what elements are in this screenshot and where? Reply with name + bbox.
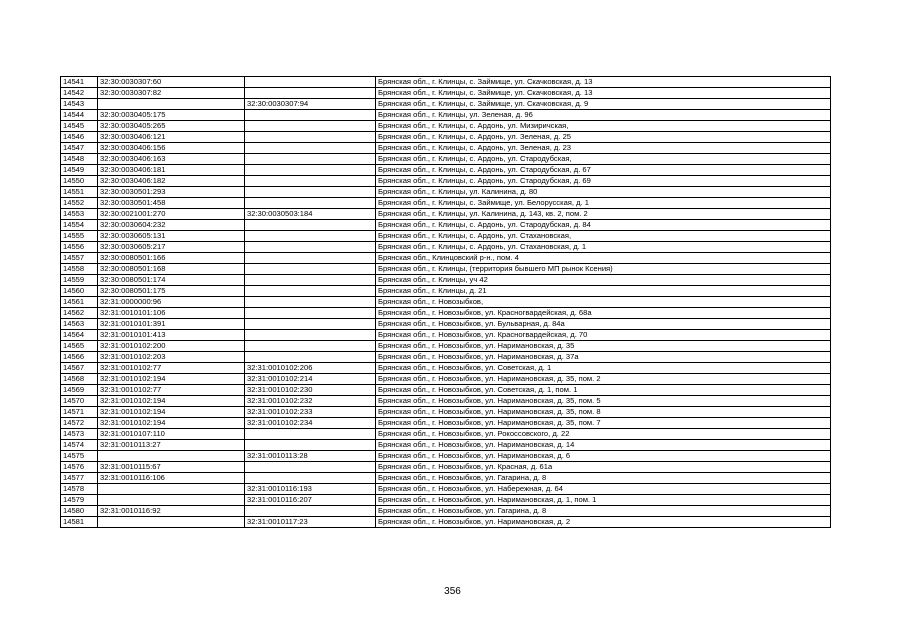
- table-row: [61, 88, 831, 99]
- table-row: [61, 209, 831, 220]
- address-cell: Брянская обл., г. Клинцы, с. Займище, ул. Скачковская, д. 9: [376, 99, 831, 110]
- table-row: [61, 429, 831, 440]
- address-cell: Брянская обл., г. Клинцы, д. 21: [376, 286, 831, 297]
- table-row: [61, 418, 831, 429]
- cadastral-number-alt-cell: 32:31:0010102:206: [245, 363, 376, 374]
- cadastral-number-alt-cell: 32:30:0030307:94: [245, 99, 376, 110]
- cadastral-number-cell: 32:31:0010116:106: [98, 473, 245, 484]
- row-number-cell: 14560: [61, 286, 98, 297]
- table-row: [61, 374, 831, 385]
- table-row: [61, 319, 831, 330]
- cadastral-number-cell: 32:31:0010101:413: [98, 330, 245, 341]
- row-number-cell: 14561: [61, 297, 98, 308]
- cadastral-number-cell: 32:31:0010102:200: [98, 341, 245, 352]
- cadastral-number-cell: 32:30:0030406:163: [98, 154, 245, 165]
- row-number-cell: 14577: [61, 473, 98, 484]
- row-number-cell: 14578: [61, 484, 98, 495]
- table-row: [61, 110, 831, 121]
- row-number-cell: 14581: [61, 517, 98, 528]
- cadastral-number-alt-cell: [245, 110, 376, 121]
- address-cell: Брянская обл., г. Клинцы, ул. Калинина, д. 143, кв. 2, пом. 2: [376, 209, 831, 220]
- cadastral-number-cell: 32:30:0030406:121: [98, 132, 245, 143]
- row-number-cell: 14558: [61, 264, 98, 275]
- table-row: [61, 275, 831, 286]
- address-cell: Брянская обл., г. Новозыбков, ул. Наримановская, д. 2: [376, 517, 831, 528]
- cadastral-number-alt-cell: 32:30:0030503:184: [245, 209, 376, 220]
- cadastral-number-alt-cell: [245, 154, 376, 165]
- cadastral-number-alt-cell: 32:31:0010117:23: [245, 517, 376, 528]
- cadastral-number-alt-cell: [245, 319, 376, 330]
- cadastral-number-cell: 32:30:0080501:168: [98, 264, 245, 275]
- cadastral-number-cell: 32:30:0030405:265: [98, 121, 245, 132]
- cadastral-number-alt-cell: [245, 286, 376, 297]
- table-row: [61, 308, 831, 319]
- cadastral-number-cell: 32:31:0010102:203: [98, 352, 245, 363]
- table-row: [61, 242, 831, 253]
- cadastral-number-alt-cell: [245, 440, 376, 451]
- cadastral-number-alt-cell: 32:31:0010102:233: [245, 407, 376, 418]
- row-number-cell: 14541: [61, 77, 98, 88]
- cadastral-number-alt-cell: [245, 506, 376, 517]
- address-cell: Брянская обл., г. Новозыбков, ул. Наримановская, д. 35: [376, 341, 831, 352]
- table-row: [61, 231, 831, 242]
- cadastral-number-cell: [98, 517, 245, 528]
- table-row: [61, 264, 831, 275]
- address-cell: Брянская обл., г. Клинцы, с. Ардонь, ул. Стахановская,: [376, 231, 831, 242]
- address-cell: Брянская обл., г. Новозыбков, ул. Наримановская, д. 1, пом. 1: [376, 495, 831, 506]
- table-row: [61, 132, 831, 143]
- address-cell: Брянская обл., г. Новозыбков, ул. Наримановская, д. 14: [376, 440, 831, 451]
- row-number-cell: 14565: [61, 341, 98, 352]
- cadastral-number-cell: [98, 495, 245, 506]
- address-cell: Брянская обл., г. Клинцы, с. Ардонь, ул. Мизиричская,: [376, 121, 831, 132]
- cadastral-number-cell: [98, 451, 245, 462]
- address-cell: Брянская обл., г. Новозыбков, ул. Красная, д. 61а: [376, 462, 831, 473]
- address-cell: Брянская обл., Клинцовский р-н., пом. 4: [376, 253, 831, 264]
- address-cell: Брянская обл., г. Клинцы, с. Займище, ул. Скачковская, д. 13: [376, 88, 831, 99]
- address-cell: Брянская обл., г. Клинцы, с. Займище, ул. Белорусская, д. 1: [376, 198, 831, 209]
- row-number-cell: 14579: [61, 495, 98, 506]
- address-cell: Брянская обл., г. Клинцы, с. Ардонь, ул. Стахановская, д. 1: [376, 242, 831, 253]
- address-cell: Брянская обл., г. Новозыбков, ул. Бульварная, д. 84а: [376, 319, 831, 330]
- cadastral-number-cell: 32:30:0021001:270: [98, 209, 245, 220]
- cadastral-number-cell: [98, 99, 245, 110]
- table-row: [61, 286, 831, 297]
- row-number-cell: 14546: [61, 132, 98, 143]
- address-cell: Брянская обл., г. Новозыбков, ул. Гагарина, д. 8: [376, 506, 831, 517]
- address-cell: Брянская обл., г. Клинцы, с. Ардонь, ул. Зеленая, д. 25: [376, 132, 831, 143]
- cadastral-number-alt-cell: [245, 121, 376, 132]
- address-cell: Брянская обл., г. Новозыбков, ул. Наримановская, д. 35, пом. 7: [376, 418, 831, 429]
- row-number-cell: 14555: [61, 231, 98, 242]
- table-row: [61, 440, 831, 451]
- cadastral-number-cell: 32:31:0010101:106: [98, 308, 245, 319]
- row-number-cell: 14543: [61, 99, 98, 110]
- registry-table: [60, 76, 831, 528]
- cadastral-number-alt-cell: [245, 275, 376, 286]
- cadastral-number-alt-cell: [245, 242, 376, 253]
- cadastral-number-alt-cell: [245, 187, 376, 198]
- table-row: [61, 198, 831, 209]
- table-row: [61, 187, 831, 198]
- address-cell: Брянская обл., г. Клинцы, ул. Калинина, д. 80: [376, 187, 831, 198]
- address-cell: Брянская обл., г. Новозыбков, ул. Наримановская, д. 35, пом. 8: [376, 407, 831, 418]
- address-cell: Брянская обл., г. Новозыбков, ул. Советская, д. 1: [376, 363, 831, 374]
- row-number-cell: 14559: [61, 275, 98, 286]
- table-row: [61, 484, 831, 495]
- table-row: [61, 143, 831, 154]
- address-cell: Брянская обл., г. Новозыбков, ул. Наримановская, д. 35, пом. 2: [376, 374, 831, 385]
- cadastral-number-cell: 32:30:0030307:82: [98, 88, 245, 99]
- address-cell: Брянская обл., г. Клинцы, ул. Зеленая, д. 96: [376, 110, 831, 121]
- row-number-cell: 14563: [61, 319, 98, 330]
- table-row: [61, 385, 831, 396]
- cadastral-number-alt-cell: 32:31:0010102:232: [245, 396, 376, 407]
- row-number-cell: 14564: [61, 330, 98, 341]
- cadastral-number-alt-cell: [245, 462, 376, 473]
- cadastral-number-alt-cell: [245, 220, 376, 231]
- cadastral-number-cell: 32:30:0080501:166: [98, 253, 245, 264]
- row-number-cell: 14549: [61, 165, 98, 176]
- cadastral-number-cell: 32:30:0030406:156: [98, 143, 245, 154]
- row-number-cell: 14542: [61, 88, 98, 99]
- cadastral-number-alt-cell: 32:31:0010102:234: [245, 418, 376, 429]
- address-cell: Брянская обл., г. Новозыбков, ул. Красногвардейская, д. 68а: [376, 308, 831, 319]
- cadastral-number-alt-cell: [245, 473, 376, 484]
- cadastral-number-cell: [98, 484, 245, 495]
- table-row: [61, 495, 831, 506]
- address-cell: Брянская обл., г. Новозыбков, ул. Красногвардейская, д. 70: [376, 330, 831, 341]
- row-number-cell: 14580: [61, 506, 98, 517]
- row-number-cell: 14552: [61, 198, 98, 209]
- address-cell: Брянская обл., г. Клинцы, с. Ардонь, ул. Стародубская, д. 67: [376, 165, 831, 176]
- row-number-cell: 14548: [61, 154, 98, 165]
- table-row: [61, 154, 831, 165]
- table-row: [61, 506, 831, 517]
- row-number-cell: 14554: [61, 220, 98, 231]
- cadastral-number-cell: 32:30:0030307:60: [98, 77, 245, 88]
- cadastral-number-alt-cell: [245, 132, 376, 143]
- row-number-cell: 14570: [61, 396, 98, 407]
- cadastral-number-cell: 32:31:0010102:194: [98, 418, 245, 429]
- row-number-cell: 14557: [61, 253, 98, 264]
- address-cell: Брянская обл., г. Новозыбков, ул. Гагарина, д. 8: [376, 473, 831, 484]
- page-number: 356: [444, 586, 461, 597]
- row-number-cell: 14575: [61, 451, 98, 462]
- cadastral-number-alt-cell: [245, 308, 376, 319]
- table-row: [61, 407, 831, 418]
- cadastral-number-alt-cell: [245, 176, 376, 187]
- address-cell: Брянская обл., г. Новозыбков, ул. Советская, д. 1, пом. 1: [376, 385, 831, 396]
- cadastral-number-alt-cell: 32:31:0010116:193: [245, 484, 376, 495]
- table-row: [61, 77, 831, 88]
- address-cell: Брянская обл., г. Новозыбков, ул. Наримановская, д. 35, пом. 5: [376, 396, 831, 407]
- address-cell: Брянская обл., г. Клинцы, (территория бывшего МП рынок Ксения): [376, 264, 831, 275]
- cadastral-number-alt-cell: [245, 330, 376, 341]
- table-row: [61, 99, 831, 110]
- cadastral-number-cell: 32:30:0030605:217: [98, 242, 245, 253]
- cadastral-number-alt-cell: [245, 253, 376, 264]
- address-cell: Брянская обл., г. Новозыбков, ул. Наримановская, д. 6: [376, 451, 831, 462]
- table-row: [61, 220, 831, 231]
- row-number-cell: 14556: [61, 242, 98, 253]
- row-number-cell: 14547: [61, 143, 98, 154]
- cadastral-number-alt-cell: [245, 198, 376, 209]
- address-cell: Брянская обл., г. Клинцы, с. Ардонь, ул. Стародубская,: [376, 154, 831, 165]
- row-number-cell: 14576: [61, 462, 98, 473]
- table-row: [61, 451, 831, 462]
- cadastral-number-alt-cell: 32:31:0010113:28: [245, 451, 376, 462]
- cadastral-number-alt-cell: [245, 88, 376, 99]
- table-row: [61, 341, 831, 352]
- cadastral-number-cell: 32:30:0030501:293: [98, 187, 245, 198]
- cadastral-number-alt-cell: [245, 231, 376, 242]
- cadastral-number-alt-cell: [245, 297, 376, 308]
- cadastral-number-cell: 32:31:0000000:96: [98, 297, 245, 308]
- cadastral-number-cell: 32:31:0010101:391: [98, 319, 245, 330]
- row-number-cell: 14569: [61, 385, 98, 396]
- registry-table-body: [61, 77, 831, 528]
- address-cell: Брянская обл., г. Клинцы, с. Займище, ул. Скачковская, д. 13: [376, 77, 831, 88]
- address-cell: Брянская обл., г. Клинцы, уч 42: [376, 275, 831, 286]
- cadastral-number-alt-cell: 32:31:0010102:214: [245, 374, 376, 385]
- cadastral-number-alt-cell: [245, 165, 376, 176]
- cadastral-number-cell: 32:31:0010113:27: [98, 440, 245, 451]
- row-number-cell: 14573: [61, 429, 98, 440]
- row-number-cell: 14545: [61, 121, 98, 132]
- address-cell: Брянская обл., г. Новозыбков, ул. Наримановская, д. 37а: [376, 352, 831, 363]
- table-row: [61, 297, 831, 308]
- cadastral-number-alt-cell: [245, 341, 376, 352]
- row-number-cell: 14568: [61, 374, 98, 385]
- table-row: [61, 253, 831, 264]
- cadastral-number-alt-cell: [245, 143, 376, 154]
- row-number-cell: 14571: [61, 407, 98, 418]
- table-row: [61, 517, 831, 528]
- cadastral-number-alt-cell: [245, 77, 376, 88]
- cadastral-number-cell: 32:31:0010115:67: [98, 462, 245, 473]
- address-cell: Брянская обл., г. Клинцы, с. Ардонь, ул. Зеленая, д. 23: [376, 143, 831, 154]
- address-cell: Брянская обл., г. Новозыбков, ул. Рокоссовского, д. 22: [376, 429, 831, 440]
- cadastral-number-cell: 32:30:0080501:174: [98, 275, 245, 286]
- row-number-cell: 14544: [61, 110, 98, 121]
- address-cell: Брянская обл., г. Новозыбков,: [376, 297, 831, 308]
- row-number-cell: 14572: [61, 418, 98, 429]
- cadastral-number-cell: 32:31:0010102:194: [98, 396, 245, 407]
- table-row: [61, 462, 831, 473]
- cadastral-number-cell: 32:30:0030605:131: [98, 231, 245, 242]
- row-number-cell: 14550: [61, 176, 98, 187]
- address-cell: Брянская обл., г. Клинцы, с. Ардонь, ул. Стародубская, д. 69: [376, 176, 831, 187]
- address-cell: Брянская обл., г. Клинцы, с. Ардонь, ул. Стародубская, д. 84: [376, 220, 831, 231]
- table-row: [61, 121, 831, 132]
- cadastral-number-alt-cell: 32:31:0010116:207: [245, 495, 376, 506]
- address-cell: Брянская обл., г. Новозыбков, ул. Набережная, д. 64: [376, 484, 831, 495]
- table-row: [61, 165, 831, 176]
- cadastral-number-alt-cell: [245, 264, 376, 275]
- table-row: [61, 363, 831, 374]
- cadastral-number-alt-cell: [245, 429, 376, 440]
- table-row: [61, 352, 831, 363]
- row-number-cell: 14567: [61, 363, 98, 374]
- cadastral-number-cell: 32:30:0030604:232: [98, 220, 245, 231]
- row-number-cell: 14551: [61, 187, 98, 198]
- row-number-cell: 14562: [61, 308, 98, 319]
- cadastral-number-cell: 32:31:0010107:110: [98, 429, 245, 440]
- cadastral-number-cell: 32:31:0010102:194: [98, 407, 245, 418]
- cadastral-number-alt-cell: [245, 352, 376, 363]
- cadastral-number-cell: 32:31:0010102:77: [98, 385, 245, 396]
- cadastral-number-cell: 32:30:0030405:175: [98, 110, 245, 121]
- cadastral-number-alt-cell: 32:31:0010102:230: [245, 385, 376, 396]
- cadastral-number-cell: 32:31:0010102:77: [98, 363, 245, 374]
- cadastral-number-cell: 32:30:0030406:182: [98, 176, 245, 187]
- table-row: [61, 473, 831, 484]
- cadastral-number-cell: 32:31:0010102:194: [98, 374, 245, 385]
- table-row: [61, 330, 831, 341]
- row-number-cell: 14553: [61, 209, 98, 220]
- table-row: [61, 176, 831, 187]
- row-number-cell: 14566: [61, 352, 98, 363]
- cadastral-number-cell: 32:31:0010116:92: [98, 506, 245, 517]
- cadastral-number-cell: 32:30:0030501:458: [98, 198, 245, 209]
- cadastral-number-cell: 32:30:0080501:175: [98, 286, 245, 297]
- table-row: [61, 396, 831, 407]
- cadastral-number-cell: 32:30:0030406:181: [98, 165, 245, 176]
- row-number-cell: 14574: [61, 440, 98, 451]
